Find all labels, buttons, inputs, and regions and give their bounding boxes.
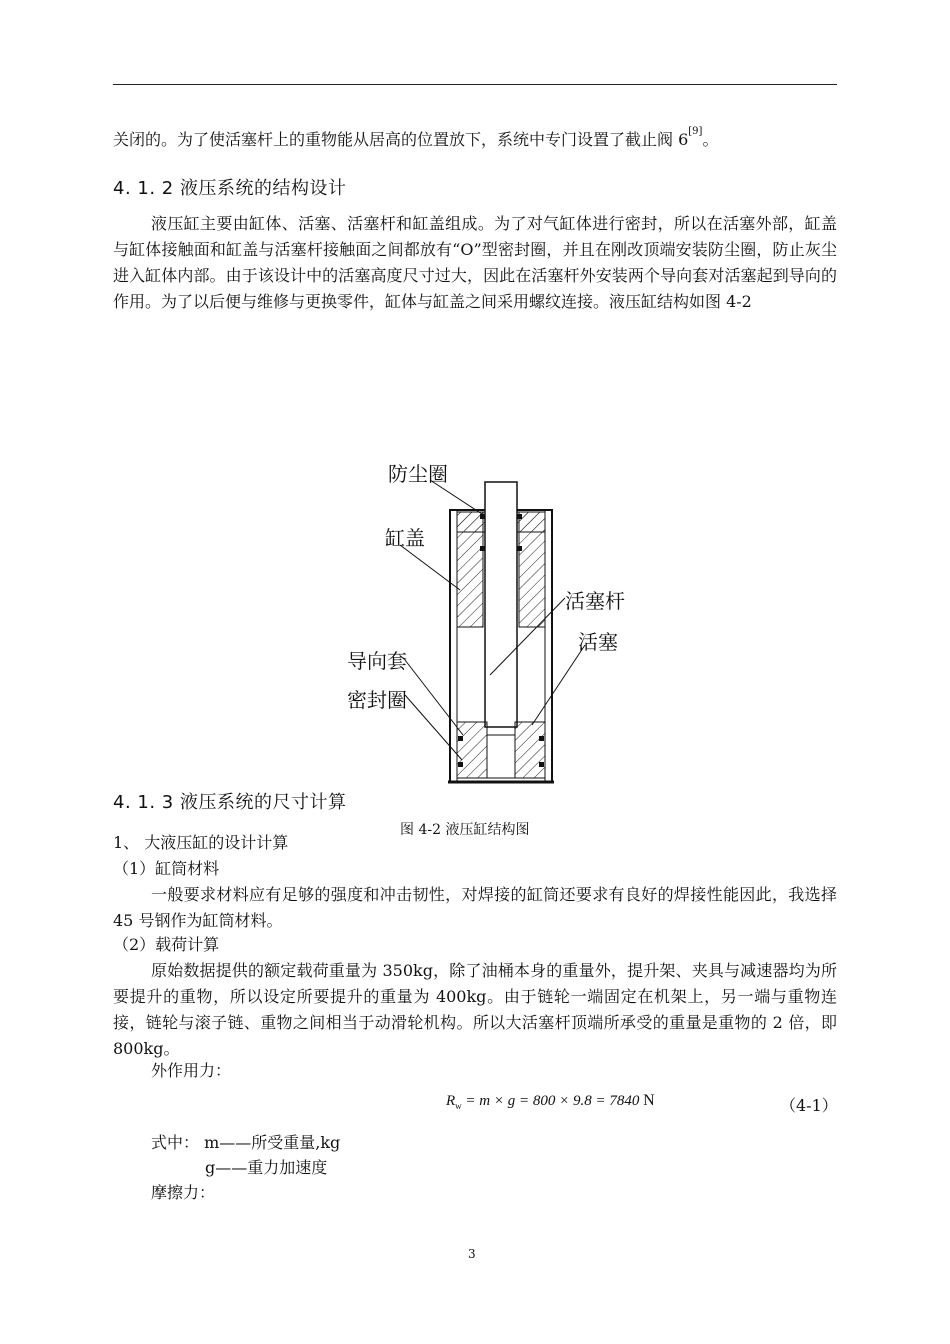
heading-4-1-2: 4. 1. 2 液压系统的结构设计 bbox=[113, 178, 347, 199]
label-rod: 活塞杆 bbox=[565, 589, 625, 613]
external-force-label: 外作用力： bbox=[151, 1061, 232, 1080]
figure-caption: 图 4-2 液压缸结构图 bbox=[400, 822, 530, 838]
subsection-load: （2）载荷计算 bbox=[113, 935, 220, 954]
label-piston: 活塞 bbox=[578, 630, 618, 654]
header-rule bbox=[113, 84, 837, 85]
heading-4-1-3: 4. 1. 3 液压系统的尺寸计算 bbox=[113, 792, 347, 813]
friction-label: 摩擦力： bbox=[151, 1183, 216, 1202]
page-number: 3 bbox=[468, 1247, 476, 1261]
paragraph-load: 原始数据提供的额定载荷重量为 350kg，除了油桶本身的重量外，提升架、夹具与减速器均为所要提升的重物，所以设定所要提升的重量为 400kg。由于链轮一端固定在机架上，另一端与重物连接，链轮与滚子链、重物之间相当于动滑轮机构。所以大活塞杆顶端所承受的重量是重物的 2 倍，即 800kg。 bbox=[113, 961, 837, 1058]
subsection-material: （1）缸筒材料 bbox=[113, 859, 220, 878]
label-seal: 密封圈 bbox=[347, 688, 407, 712]
equation-4-1: $R_w = m \times g = 800 \times 9.8 = 7840$ N bbox=[446, 1092, 655, 1111]
paragraph-material: 一般要求材料应有足够的强度和冲击韧性，对焊接的缸筒还要求有良好的焊接性能因此，我选择 45 号钢作为缸筒材料。 bbox=[113, 885, 837, 930]
section-1: 1、 大液压缸的设计计算 bbox=[113, 833, 289, 852]
paragraph-structure: 液压缸主要由缸体、活塞、活塞杆和缸盖组成。为了对气缸体进行密封，所以在活塞外部，缸盖与缸体接触面和缸盖与活塞杆接触面之间都放有“O”型密封圈，并且在刚改顶端安装防尘圈，防止灰尘进入缸体内部。由于该设计中的活塞高度尺寸过大，因此在活塞杆外安装两个导向套对活塞起到导向的作用。为了以后便与维修与更换零件，缸体与缸盖之间采用螺纹连接。液压缸结构如图 4-2 bbox=[113, 214, 837, 311]
where-line-2: g——重力加速度 bbox=[205, 1158, 328, 1177]
label-cap: 缸盖 bbox=[385, 526, 425, 550]
paragraph-intro: 关闭的。为了使活塞杆上的重物能从居高的位置放下，系统中专门设置了截止阀 6[9]。 bbox=[113, 126, 719, 149]
label-dust-ring: 防尘圈 bbox=[388, 462, 448, 486]
label-guide: 导向套 bbox=[347, 649, 407, 673]
cylinder-figure bbox=[330, 450, 630, 790]
where-line-1: 式中： m——所受重量,kg bbox=[151, 1133, 341, 1152]
citation: [9] bbox=[688, 126, 703, 137]
equation-number: （4-1） bbox=[780, 1096, 838, 1115]
